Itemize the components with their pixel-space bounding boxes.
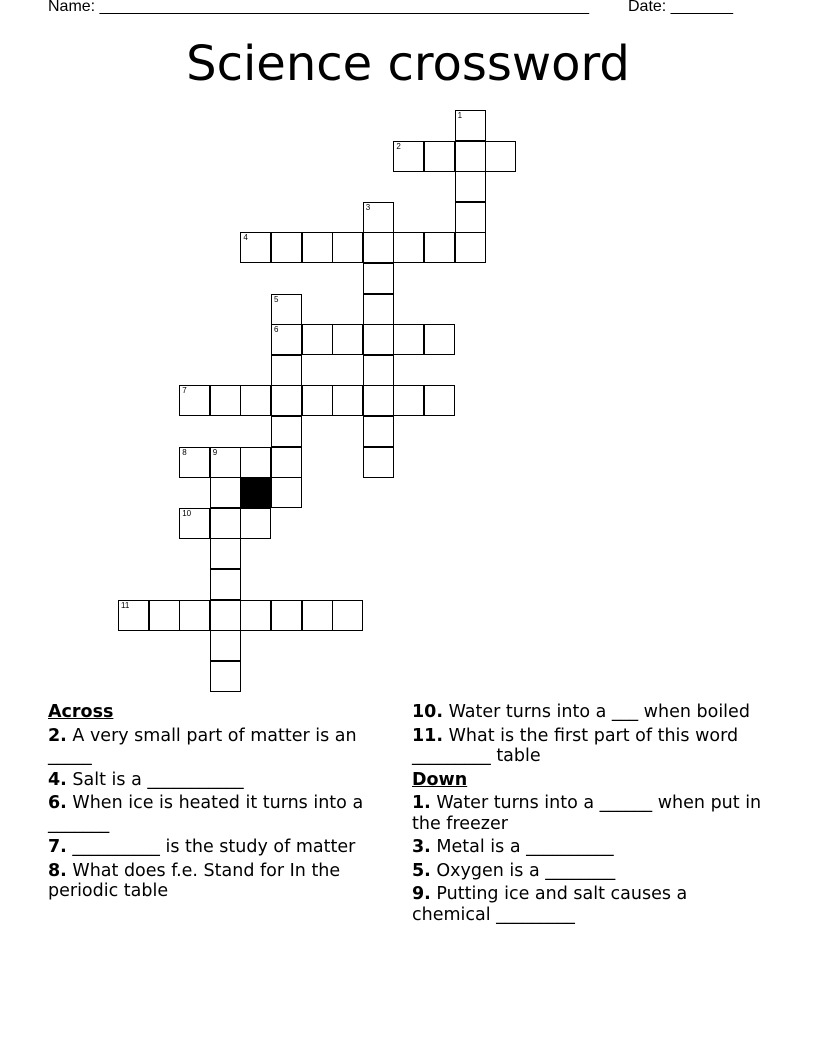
grid-cell[interactable] (393, 324, 424, 355)
clue-down-5: 5. Oxygen is a ________ (412, 860, 616, 881)
grid-cell[interactable] (271, 447, 302, 478)
grid-cell[interactable] (393, 141, 424, 172)
grid-cell[interactable] (210, 569, 241, 600)
grid-cell[interactable] (302, 324, 333, 355)
grid-cell[interactable] (210, 385, 241, 416)
clue-across-11: 11. What is the first part of this word _________ table (412, 725, 739, 766)
clue-number: 10 (182, 508, 192, 518)
clue-down-9: 9. Putting ice and salt causes a chemical _________ (412, 884, 688, 925)
grid-cell[interactable] (455, 110, 486, 141)
clue-across-4: 4. Salt is a ___________ (48, 769, 244, 790)
grid-cell[interactable] (240, 232, 271, 263)
grid-cell[interactable] (210, 538, 241, 569)
grid-cell[interactable] (363, 355, 394, 386)
grid-cell[interactable] (210, 477, 241, 508)
clue-across-8: 8. What does f.e. Stand for In the periodic table (48, 860, 341, 901)
name-field-label[interactable]: Name: _______________________________________________________ (48, 0, 589, 15)
grid-cell[interactable] (485, 141, 516, 172)
grid-cell[interactable] (210, 661, 241, 692)
grid-cell[interactable] (179, 508, 210, 539)
clue-number: 4 (243, 233, 248, 243)
grid-cell[interactable] (271, 324, 302, 355)
grid-cell[interactable] (393, 385, 424, 416)
grid-cell[interactable] (424, 141, 455, 172)
grid-cell[interactable] (240, 600, 271, 631)
across-clues (48, 702, 388, 905)
grid-cell[interactable] (271, 385, 302, 416)
clue-across-6: 6. When ice is heated it turns into a _______ (48, 793, 364, 834)
grid-cell[interactable] (424, 385, 455, 416)
grid-cell[interactable] (271, 416, 302, 447)
grid-cell[interactable] (455, 171, 486, 202)
page-title: Science crossword (186, 36, 630, 92)
grid-cell[interactable] (332, 324, 363, 355)
grid-cell[interactable] (240, 385, 271, 416)
across-heading: Across (48, 702, 114, 722)
grid-cell[interactable] (210, 508, 241, 539)
grid-cell[interactable] (179, 385, 210, 416)
clue-across-7: 7. __________ is the study of matter (48, 837, 356, 857)
grid-cell[interactable] (210, 600, 241, 631)
clue-number: 6 (274, 325, 279, 335)
grid-cell[interactable] (332, 385, 363, 416)
grid-cell[interactable] (424, 324, 455, 355)
grid-cell[interactable] (240, 508, 271, 539)
grid-cell[interactable] (393, 232, 424, 263)
grid-cell[interactable] (271, 232, 302, 263)
grid-cell[interactable] (363, 294, 394, 325)
clue-number: 1 (457, 111, 463, 120)
clue-number: 5 (274, 294, 279, 304)
grid-cell[interactable] (363, 447, 394, 478)
grid-cell[interactable] (302, 385, 333, 416)
grid-block (240, 477, 271, 508)
grid-cell[interactable] (363, 385, 394, 416)
grid-cell[interactable] (271, 294, 302, 325)
clue-number: 8 (182, 447, 187, 457)
clue-number: 7 (182, 386, 187, 396)
down-heading: Down (412, 769, 468, 790)
grid-cell[interactable] (424, 232, 455, 263)
grid-cell[interactable] (179, 447, 210, 478)
grid-cell[interactable] (240, 447, 271, 478)
clue-down-3: 3. Metal is a __________ (412, 837, 614, 857)
grid-cell[interactable] (332, 600, 363, 631)
grid-cell[interactable] (118, 600, 149, 631)
date-field-label[interactable]: Date: _______ (628, 0, 733, 15)
grid-cell[interactable] (210, 630, 241, 661)
clue-number: 3 (365, 202, 371, 212)
grid-cell[interactable] (363, 416, 394, 447)
grid-cell[interactable] (271, 355, 302, 386)
clue-down-1: 1. Water turns into a ______ when put in the freezer (412, 793, 762, 834)
grid-cell[interactable] (455, 202, 486, 233)
grid-cell[interactable] (210, 447, 241, 478)
grid-cell[interactable] (363, 263, 394, 294)
grid-cell[interactable] (363, 324, 394, 355)
grid-cell[interactable] (455, 141, 486, 172)
grid-cell[interactable] (179, 600, 210, 631)
grid-cell[interactable] (332, 232, 363, 263)
grid-cell[interactable] (149, 600, 180, 631)
clue-number: 11 (121, 600, 130, 610)
grid-cell[interactable] (455, 232, 486, 263)
clue-number: 9 (212, 447, 218, 457)
grid-cell[interactable] (363, 232, 394, 263)
grid-cell[interactable] (302, 600, 333, 631)
clue-number: 2 (396, 141, 401, 151)
across-down-clues (412, 702, 762, 928)
clue-across-10: 10. Water turns into a ___ when boiled (412, 702, 750, 722)
grid-cell[interactable] (302, 232, 333, 263)
clue-across-2: 2. A very small part of matter is an _____ (48, 725, 357, 766)
grid-cell[interactable] (363, 202, 394, 233)
grid-cell[interactable] (271, 600, 302, 631)
grid-cell[interactable] (271, 477, 302, 508)
